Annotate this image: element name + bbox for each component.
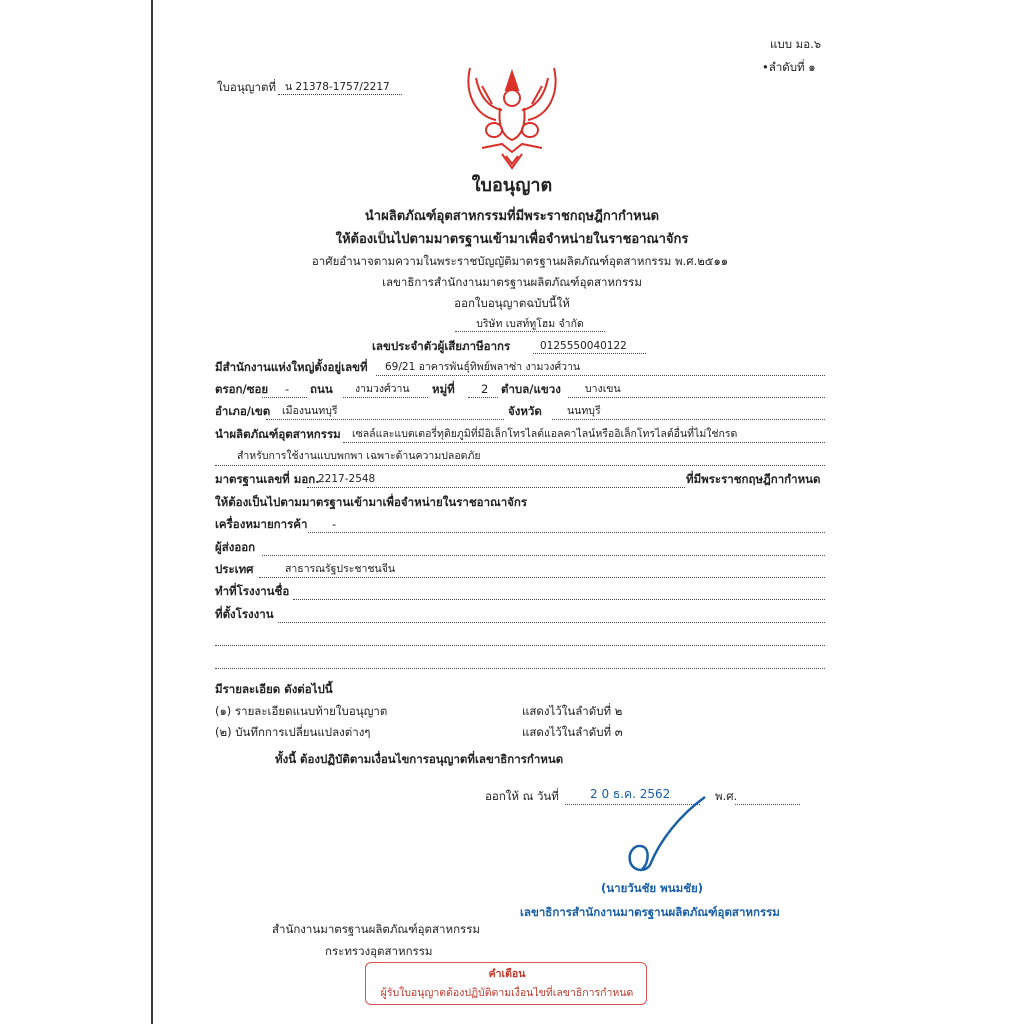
product-line-2: สำหรับการใช้งานแบบพกพา เฉพาะด้านความปลอดภัย — [237, 450, 481, 462]
warning-text: ผู้รับใบอนุญาตต้องปฏิบัติตามเงื่อนไขที่เลขาธิการกำหนด — [380, 987, 634, 999]
page-edge — [151, 0, 153, 1024]
road-value: งามวงศ์วาน — [355, 383, 410, 395]
license-no-label: ใบอนุญาตที่ — [217, 80, 276, 94]
subtitle-1: นำผลิตภัณฑ์อุตสาหกรรมที่มีพระราชกฤษฎีกากำหนด — [364, 209, 660, 224]
garuda-emblem-icon — [462, 64, 562, 170]
hq-label: มีสำนักงานแห่งใหญ่ตั้งอยู่เลขที่ — [215, 360, 368, 374]
trademark-value: - — [332, 517, 337, 531]
standard-value: 2217-2548 — [318, 473, 376, 485]
road-label: ถนน — [310, 382, 333, 396]
country-value: สาธารณรัฐประชาชนจีน — [285, 563, 396, 575]
condition-text: ทั้งนี้ ต้องปฏิบัติตามเงื่อนไขการอนุญาตที่เลขาธิการกำหนด — [275, 752, 564, 766]
moo-value: 2 — [481, 382, 489, 396]
subdistrict-value: บางเขน — [585, 383, 621, 395]
detail-item-1: (๑) รายละเอียดแนบท้ายใบอนุญาต — [215, 704, 388, 718]
signatory-name: (นายวันชัย พนมชัย) — [600, 881, 704, 895]
detail-item-2-ref: แสดงไว้ในลำดับที่ ๓ — [522, 725, 623, 739]
district-value: เมืองนนทบุรี — [282, 405, 338, 417]
authority-line: อาศัยอำนาจตามความในพระราชบัญญัติมาตรฐานผลิตภัณฑ์อุตสาหกรรม พ.ศ.๒๕๑๑ — [311, 254, 729, 268]
license-no: น 21378-1757/2217 — [285, 81, 390, 93]
sequence-number: •ลำดับที่ ๑ — [762, 60, 816, 74]
company-name: บริษัท เบสท์ทูโฮม จำกัด — [476, 318, 584, 330]
details-heading: มีรายละเอียด ดังต่อไปนี้ — [215, 682, 333, 696]
province-label: จังหวัด — [508, 404, 542, 418]
be-label: พ.ศ. — [715, 789, 738, 803]
soi-value: - — [285, 382, 290, 396]
subdistrict-label: ตำบล/แขวง — [501, 382, 561, 396]
moo-label: หมู่ที่ — [432, 382, 455, 396]
issuer-line: เลขาธิการสำนักงานมาตรฐานผลิตภัณฑ์อุตสาหกรรม — [382, 275, 642, 289]
product-label: นำผลิตภัณฑ์อุตสาหกรรม — [215, 427, 341, 441]
form-code: แบบ มอ.๖ — [770, 37, 822, 51]
signatory-title: เลขาธิการสำนักงานมาตรฐานผลิตภัณฑ์อุตสาหกรรม — [520, 905, 780, 919]
product-line-1: เซลล์และแบตเตอรี่ทุติยภูมิที่มีอิเล็กโทรไลต์แอลคาไลน์หรืออิเล็กโทรไลต์อื่นที่ไม่ใช่กรด — [352, 428, 738, 440]
standard-label: มาตรฐานเลขที่ มอก. — [215, 472, 320, 486]
tax-id: 0125550040122 — [540, 340, 627, 352]
issue-to-line: ออกใบอนุญาตฉบับนี้ให้ — [454, 296, 570, 310]
issue-date-label: ออกให้ ณ วันที่ — [485, 789, 559, 803]
factory-label: ทำที่โรงงานชื่อ — [215, 584, 290, 598]
office-name: สำนักงานมาตรฐานผลิตภัณฑ์อุตสาหกรรม — [272, 922, 480, 936]
hq-address: 69/21 อาคารพันธุ์ทิพย์พลาซ่า งามวงศ์วาน — [385, 361, 581, 373]
issue-date: 2 0 ธ.ค. 2562 — [590, 787, 671, 801]
warning-title: คำเตือน — [488, 968, 526, 980]
province-value: นนทบุรี — [567, 405, 601, 417]
district-label: อำเภอ/เขต — [215, 404, 271, 418]
tax-id-label: เลขประจำตัวผู้เสียภาษีอากร — [372, 339, 511, 353]
standard-suffix: ที่มีพระราชกฤษฎีกากำหนด — [686, 472, 821, 486]
country-label: ประเทศ — [215, 562, 254, 576]
detail-item-2: (๒) บันทึกการเปลี่ยนแปลงต่างๆ — [215, 725, 371, 739]
subtitle-2: ให้ต้องเป็นไปตามมาตรฐานเข้ามาเพื่อจำหน่ายในราชอาณาจักร — [335, 232, 689, 247]
conform-line: ให้ต้องเป็นไปตามมาตรฐานเข้ามาเพื่อจำหน่ายในราชอาณาจักร — [215, 495, 528, 509]
document-title: ใบอนุญาต — [471, 175, 553, 196]
detail-item-1-ref: แสดงไว้ในลำดับที่ ๒ — [522, 704, 623, 718]
exporter-label: ผู้ส่งออก — [215, 540, 256, 554]
trademark-label: เครื่องหมายการค้า — [215, 517, 308, 531]
factory-location-label: ที่ตั้งโรงงาน — [215, 607, 274, 621]
signature-icon — [620, 795, 710, 875]
soi-label: ตรอก/ซอย — [215, 382, 269, 396]
warning-box — [365, 962, 647, 1005]
ministry-name: กระทรวงอุตสาหกรรม — [325, 944, 433, 958]
